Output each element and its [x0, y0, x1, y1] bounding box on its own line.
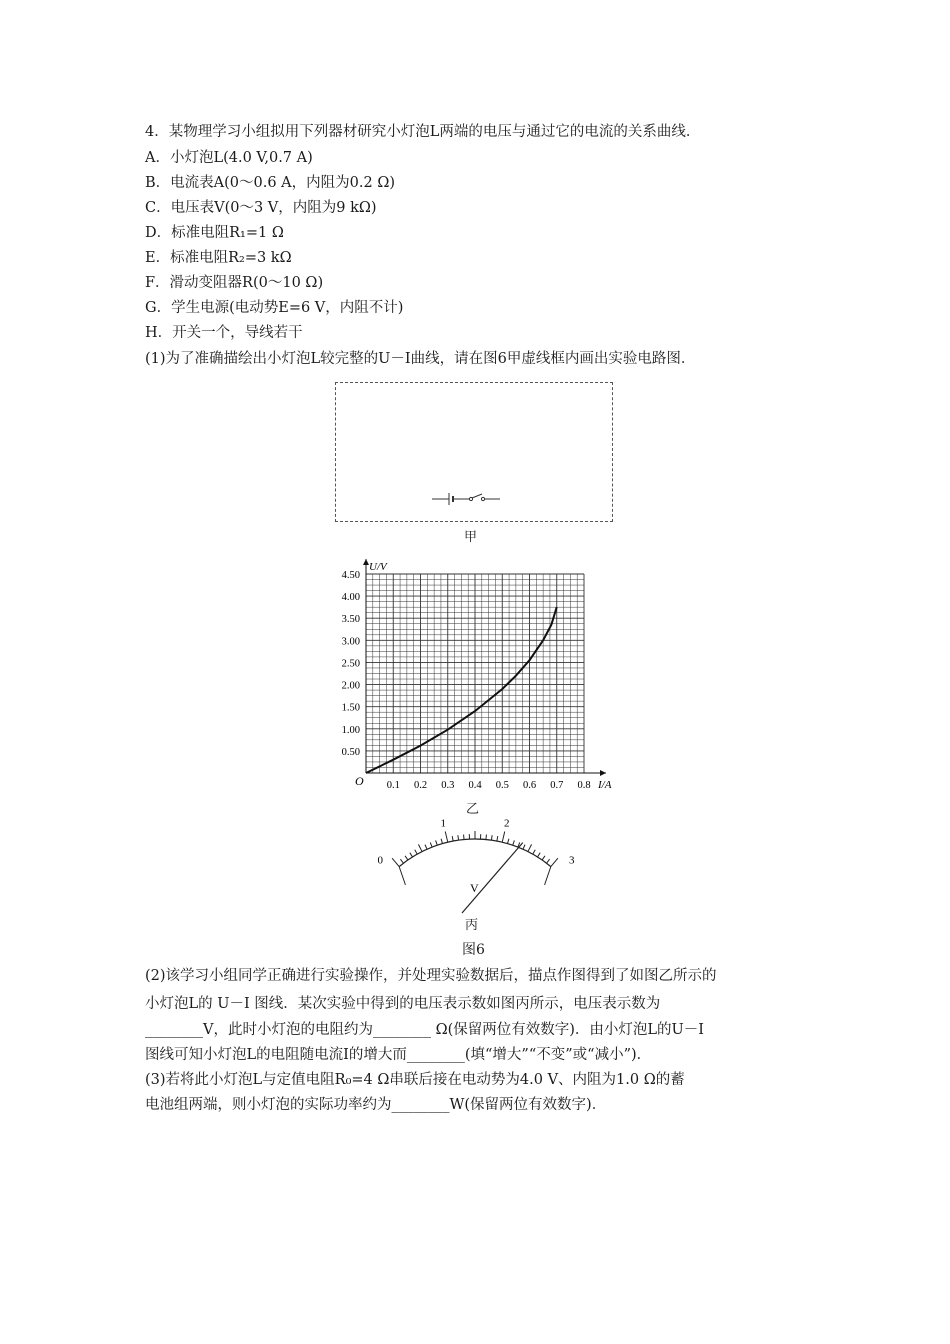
caption-jia: 甲 — [464, 530, 478, 545]
voltmeter-dial — [370, 815, 580, 925]
question-stem: 4．某物理学习小组拟用下列器材研究小灯泡L两端的电压与通过它的电流的关系曲线． — [145, 124, 701, 140]
meter-tick-mark — [523, 845, 525, 850]
meter-unit-label: V — [470, 881, 479, 895]
meter-tick-mark — [392, 858, 399, 866]
x-tick-label: 0.2 — [413, 780, 428, 791]
x-tick-label: 0.5 — [495, 780, 509, 791]
equipment-a: A．小灯泡L(4.0 V,0.7 A) — [145, 150, 313, 166]
meter-tick-1: 1 — [440, 817, 446, 830]
equipment-h: H．开关一个，导线若干 — [145, 325, 303, 341]
caption-bing: 丙 — [465, 918, 479, 933]
part2-line-3: ________V，此时小灯泡的电阻约为________ Ω(保留两位有效数字)．由小灯泡L的U－I — [145, 1022, 704, 1038]
meter-tick-mark — [513, 840, 515, 845]
part3-line-1: (3)若将此小灯泡L与定值电阻R₀=4 Ω串联后接在电动势为4.0 V、内阻为1.0 Ω的蓄 — [145, 1072, 685, 1088]
x-axis-label: I/A — [598, 779, 612, 791]
meter-tick-mark — [452, 836, 453, 841]
equipment-c: C．电压表V(0～3 V，内阻为9 kΩ) — [145, 200, 377, 216]
caption-yi: 乙 — [466, 802, 480, 817]
meter-tick-mark — [551, 858, 558, 866]
y-tick-label: 3.00 — [341, 636, 360, 648]
y-tick-label: 0.50 — [341, 746, 360, 758]
part2-line-4: 图线可知小灯泡L的电阻随电流I的增大而________(填“增大”“不变”或“减小”)． — [145, 1047, 652, 1063]
meter-tick-mark — [418, 844, 422, 851]
y-tick-label: 1.00 — [341, 724, 360, 736]
equipment-d: D．标准电阻R₁=1 Ω — [145, 225, 284, 241]
meter-tick-2: 2 — [504, 817, 510, 830]
origin-label: O — [355, 774, 364, 788]
part3-line-2: 电池组两端，则小灯泡的实际功率约为________W(保留两位有效数字)． — [145, 1097, 607, 1113]
meter-tick-mark — [415, 850, 417, 854]
meter-tick-0: 0 — [377, 854, 384, 867]
meter-tick-mark — [508, 839, 509, 844]
meter-tick-mark — [410, 853, 413, 857]
meter-tick-mark — [441, 839, 442, 844]
part2-line-2: 小灯泡L的 U－I 图线．某次实验中得到的电压表示数如图丙所示，电压表示数为 — [145, 996, 661, 1012]
circuit-drawing-box[interactable] — [335, 382, 613, 522]
y-tick-label: 2.00 — [341, 680, 360, 692]
x-tick-label: 0.6 — [522, 780, 537, 791]
y-tick-label: 4.50 — [341, 570, 360, 581]
chart-axes — [363, 559, 606, 776]
meter-tick-mark — [497, 836, 498, 841]
meter-tick-mark — [445, 831, 448, 842]
equipment-e: E．标准电阻R₂=3 kΩ — [145, 250, 292, 266]
meter-edge-left — [399, 867, 405, 885]
meter-tick-mark — [542, 856, 545, 860]
meter-tick-mark — [425, 845, 427, 850]
chart-grid — [366, 574, 584, 773]
x-tick-label: 0.1 — [386, 780, 400, 791]
meter-tick-mark — [405, 856, 408, 860]
part2-line-1: (2)该学习小组同学正确进行实验操作，并处理实验数据后，描点作图得到了如图乙所示的 — [145, 968, 717, 984]
meter-tick-mark — [528, 844, 532, 851]
meter-edge-right — [545, 867, 551, 885]
meter-tick-mark — [400, 859, 403, 863]
y-tick-label: 2.50 — [341, 658, 360, 670]
y-tick-label: 3.50 — [341, 614, 360, 626]
x-tick-label: 0.3 — [441, 780, 455, 791]
equipment-b: B．电流表A(0～0.6 A，内阻为0.2 Ω) — [145, 175, 395, 191]
meter-arc — [399, 839, 551, 867]
meter-tick-mark — [547, 859, 550, 863]
meter-tick-mark — [458, 835, 459, 840]
equipment-f: F．滑动变阻器R(0～10 Ω) — [145, 275, 324, 291]
meter-tick-3: 3 — [568, 854, 575, 867]
x-axis-arrow — [600, 770, 606, 776]
y-axis-label: U/V — [369, 561, 387, 573]
battery-switch-icon — [336, 383, 612, 521]
meter-tick-mark — [430, 842, 432, 847]
meter-tick-mark — [436, 840, 438, 845]
equipment-g: G．学生电源(电动势E=6 V，内阻不计) — [145, 300, 404, 316]
x-tick-label: 0.7 — [550, 780, 564, 791]
meter-tick-mark — [502, 831, 505, 842]
meter-tick-mark — [538, 853, 541, 857]
x-tick-label: 0.8 — [577, 780, 591, 791]
chart-ticks — [342, 570, 591, 791]
meter-needle — [462, 843, 523, 913]
y-tick-label: 1.50 — [341, 702, 360, 714]
meter-tick-mark — [533, 850, 535, 854]
figure-caption: 图6 — [462, 942, 485, 958]
y-tick-label: 4.00 — [341, 592, 360, 604]
part1-text: (1)为了准确描绘出小灯泡L较完整的U－I曲线，请在图6甲虚线框内画出实验电路图． — [145, 351, 696, 367]
meter-scale — [392, 831, 558, 885]
meter-tick-mark — [491, 835, 492, 840]
x-tick-label: 0.4 — [468, 780, 482, 791]
ui-chart — [340, 550, 620, 800]
